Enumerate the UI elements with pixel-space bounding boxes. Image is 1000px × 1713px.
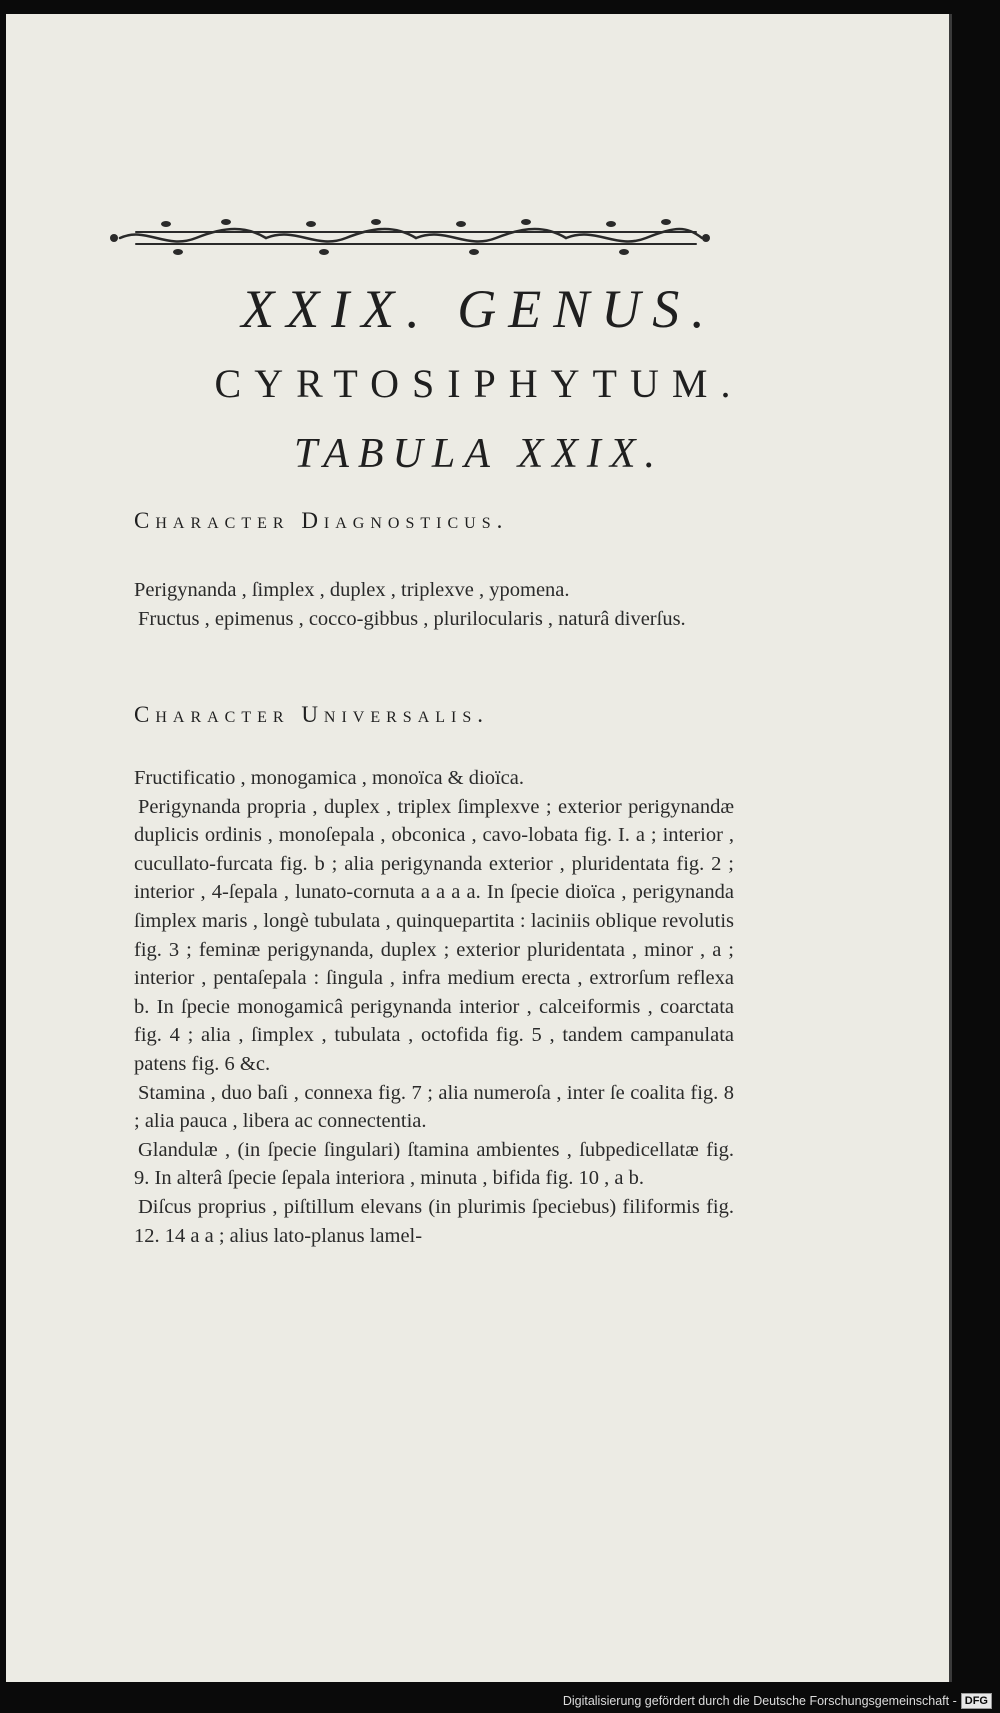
decorative-vine-ornament-icon [106,212,714,264]
credit-text: Digitalisierung gefördert durch die Deutsche Forschungsgemeinschaft - [562,1694,957,1708]
universal-paragraph: Glandulæ , (in ſpecie ſingulari) ſtamina ambientes , ſubpedicellatæ fig. 9. In alterâ ſpecie ſepala interiora , minuta , bifida fig. 10 , a b. [134,1138,734,1190]
diagnostic-text [134,576,734,633]
book-page [6,14,952,1682]
digitization-credit [563,1693,992,1709]
species-heading: CYRTOSIPHYTUM. [214,361,744,406]
universal-text [134,764,734,1250]
diagnostic-paragraph: Perigynanda , ſimplex , duplex , triplexve , ypomena. [134,579,570,601]
universal-paragraph: Diſcus proprius , piſtillum elevans (in plurimis ſpeciebus) filiformis fig. 12. 14 a a ; alius lato-planus lamel- [134,1195,734,1247]
universal-paragraph: Fructificatio , monogamica , monoïca & dioïca. [134,767,524,789]
universal-paragraph: Stamina , duo baſi , connexa fig. 7 ; alia numeroſa , inter ſe coalita fig. 8 ; alia pauca , libera ac connectentia. [134,1081,734,1133]
dfg-logo-icon: DFG [961,1693,992,1709]
universal-heading: Character Universalis. [134,702,490,727]
tabula-heading: TABULA XXIX. [293,431,665,477]
universal-paragraph: Perigynanda propria , duplex , triplex ſimplexve ; exterior perigynandæ duplicis ordinis , monoſepala , obconica , cavo-lobata fig. I. a ; interior , cucullato-furcata fig. b ; alia perigynanda exterior , pluridentata fig. 2 ; interior , 4-ſepala , lunato-cornuta a a a a. In ſpecie dioïca , perigynanda ſimplex maris , longè tubulata , quinquepartita : laciniis oblique revolutis fig. 3 ; feminæ perigynanda, duplex ; exterior pluridentata , minor , a ; interior , pentaſepala : ſingula , infra medium erecta , extrorſum reflexa b. In ſpecie monogamicâ perigynanda interior , calceiformis , coarctata fig. 4 ; alia , ſimplex , tubulata , octofida fig. 5 , tandem campanulata patens fig. 6 &c. [134,795,734,1075]
diagnostic-heading: Character Diagnosticus. [134,508,509,533]
diagnostic-paragraph: Fructus , epimenus , cocco-gibbus , plurilocularis , naturâ diverſus. [138,607,686,630]
genus-heading: XXIX. GENUS. [241,279,717,339]
